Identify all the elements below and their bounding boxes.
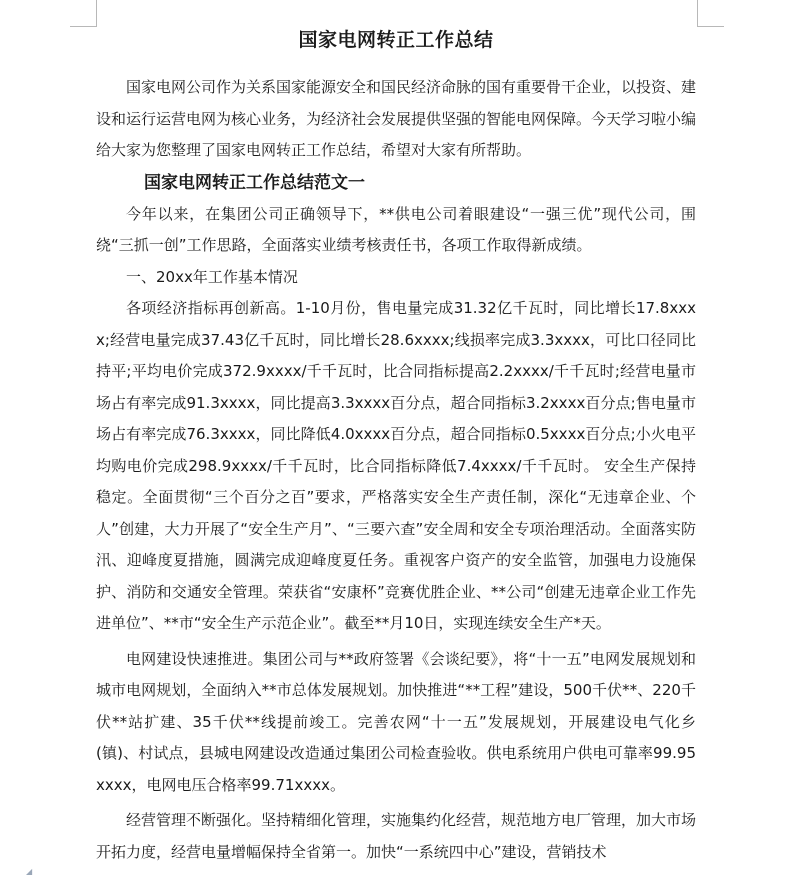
page-corner-icon: ◢ — [26, 867, 33, 876]
document-title: 国家电网转正工作总结 — [298, 29, 494, 51]
paragraph-heading-1: 一、20xx年工作基本情况 — [126, 267, 298, 286]
paragraph-1: 今年以来，在集团公司正确领导下，**供电公司着眼建设“一强三优”现代公司，围绕“三抓一创”工作思路，全面落实业绩考核责任书，各项工作取得新成绩。 — [96, 204, 696, 254]
paragraph-4: 经营管理不断强化。坚持精细化管理，实施集约化经营，规范地方电厂管理，加大市场开拓力度，经营电量增幅保持全省第一。加快“一系统四中心”建设，营销技术 — [96, 811, 697, 861]
crop-mark-top-right — [697, 0, 724, 27]
intro-paragraph: 国家电网公司作为关系国家能源安全和国民经济命脉的国有重要骨干企业，以投资、建设和运行运营电网为核心业务，为经济社会发展提供坚强的智能电网保障。今天学习啦小编给大家为您整理了国家电网转正工作总结，希望对大家有所帮助。 — [96, 78, 697, 159]
paragraph-2: 各项经济指标再创新高。1-10月份，售电量完成31.32亿千瓦时，同比增长17.8xxxx;经营电量完成37.43亿千瓦时，同比增长28.6xxxx;线损率完成3.3xxxx，可比口径同比持平;平均电价完成372.9xxxx/千千瓦时，比合同指标提高2.2xxxx/千千瓦时;经营电量市场占有率完成91.3xxxx，同比提高3.3xxxx百分点，超合同指标3.2xxxx百分点;售电量市场占有率完成76.3xxxx，同比降低4.0xxxx百分点，超合同指标0.5xxxx百分点;小火电平均购电价完成298.9xxxx/千千瓦时，比合同指标降低7.4xxxx/千千瓦时。 安全生产保持稳定。全面贯彻“三个百分之百”要求，严格落实安全生产责任制，深化“无违章企业、个人”创建，大力开展了“安全生产月”、“三要六查”安全周和安全专项治理活动。全面落实防汛、迎峰度夏措施，圆满完成迎峰度夏任务。重视客户资产的安全监管，加强电力设施保护、消防和交通安全管理。荣获省“安康杯”竞赛优胜企业、**公司“创建无违章企业工作先进单位”、**市“安全生产示范企业”。截至**月10日，实现连续安全生产*天。 — [96, 299, 696, 632]
document-body — [96, 22, 696, 868]
section-title: 国家电网转正工作总结范文一 — [144, 172, 365, 193]
crop-mark-top-left — [70, 0, 97, 27]
paragraph-3: 电网建设快速推进。集团公司与**政府签署《会谈纪要》，将“十一五”电网发展规划和城市电网规划，全面纳入**市总体发展规划。加快推进“**工程”建设，500千伏**、220千伏**站扩建、35千伏**线提前竣工。完善农网“十一五”发展规划，开展建设电气化乡(镇)、村试点，县城电网建设改造通过集团公司检查验收。供电系统用户供电可靠率99.95xxxx，电网电压合格率99.71xxxx。 — [96, 649, 696, 794]
